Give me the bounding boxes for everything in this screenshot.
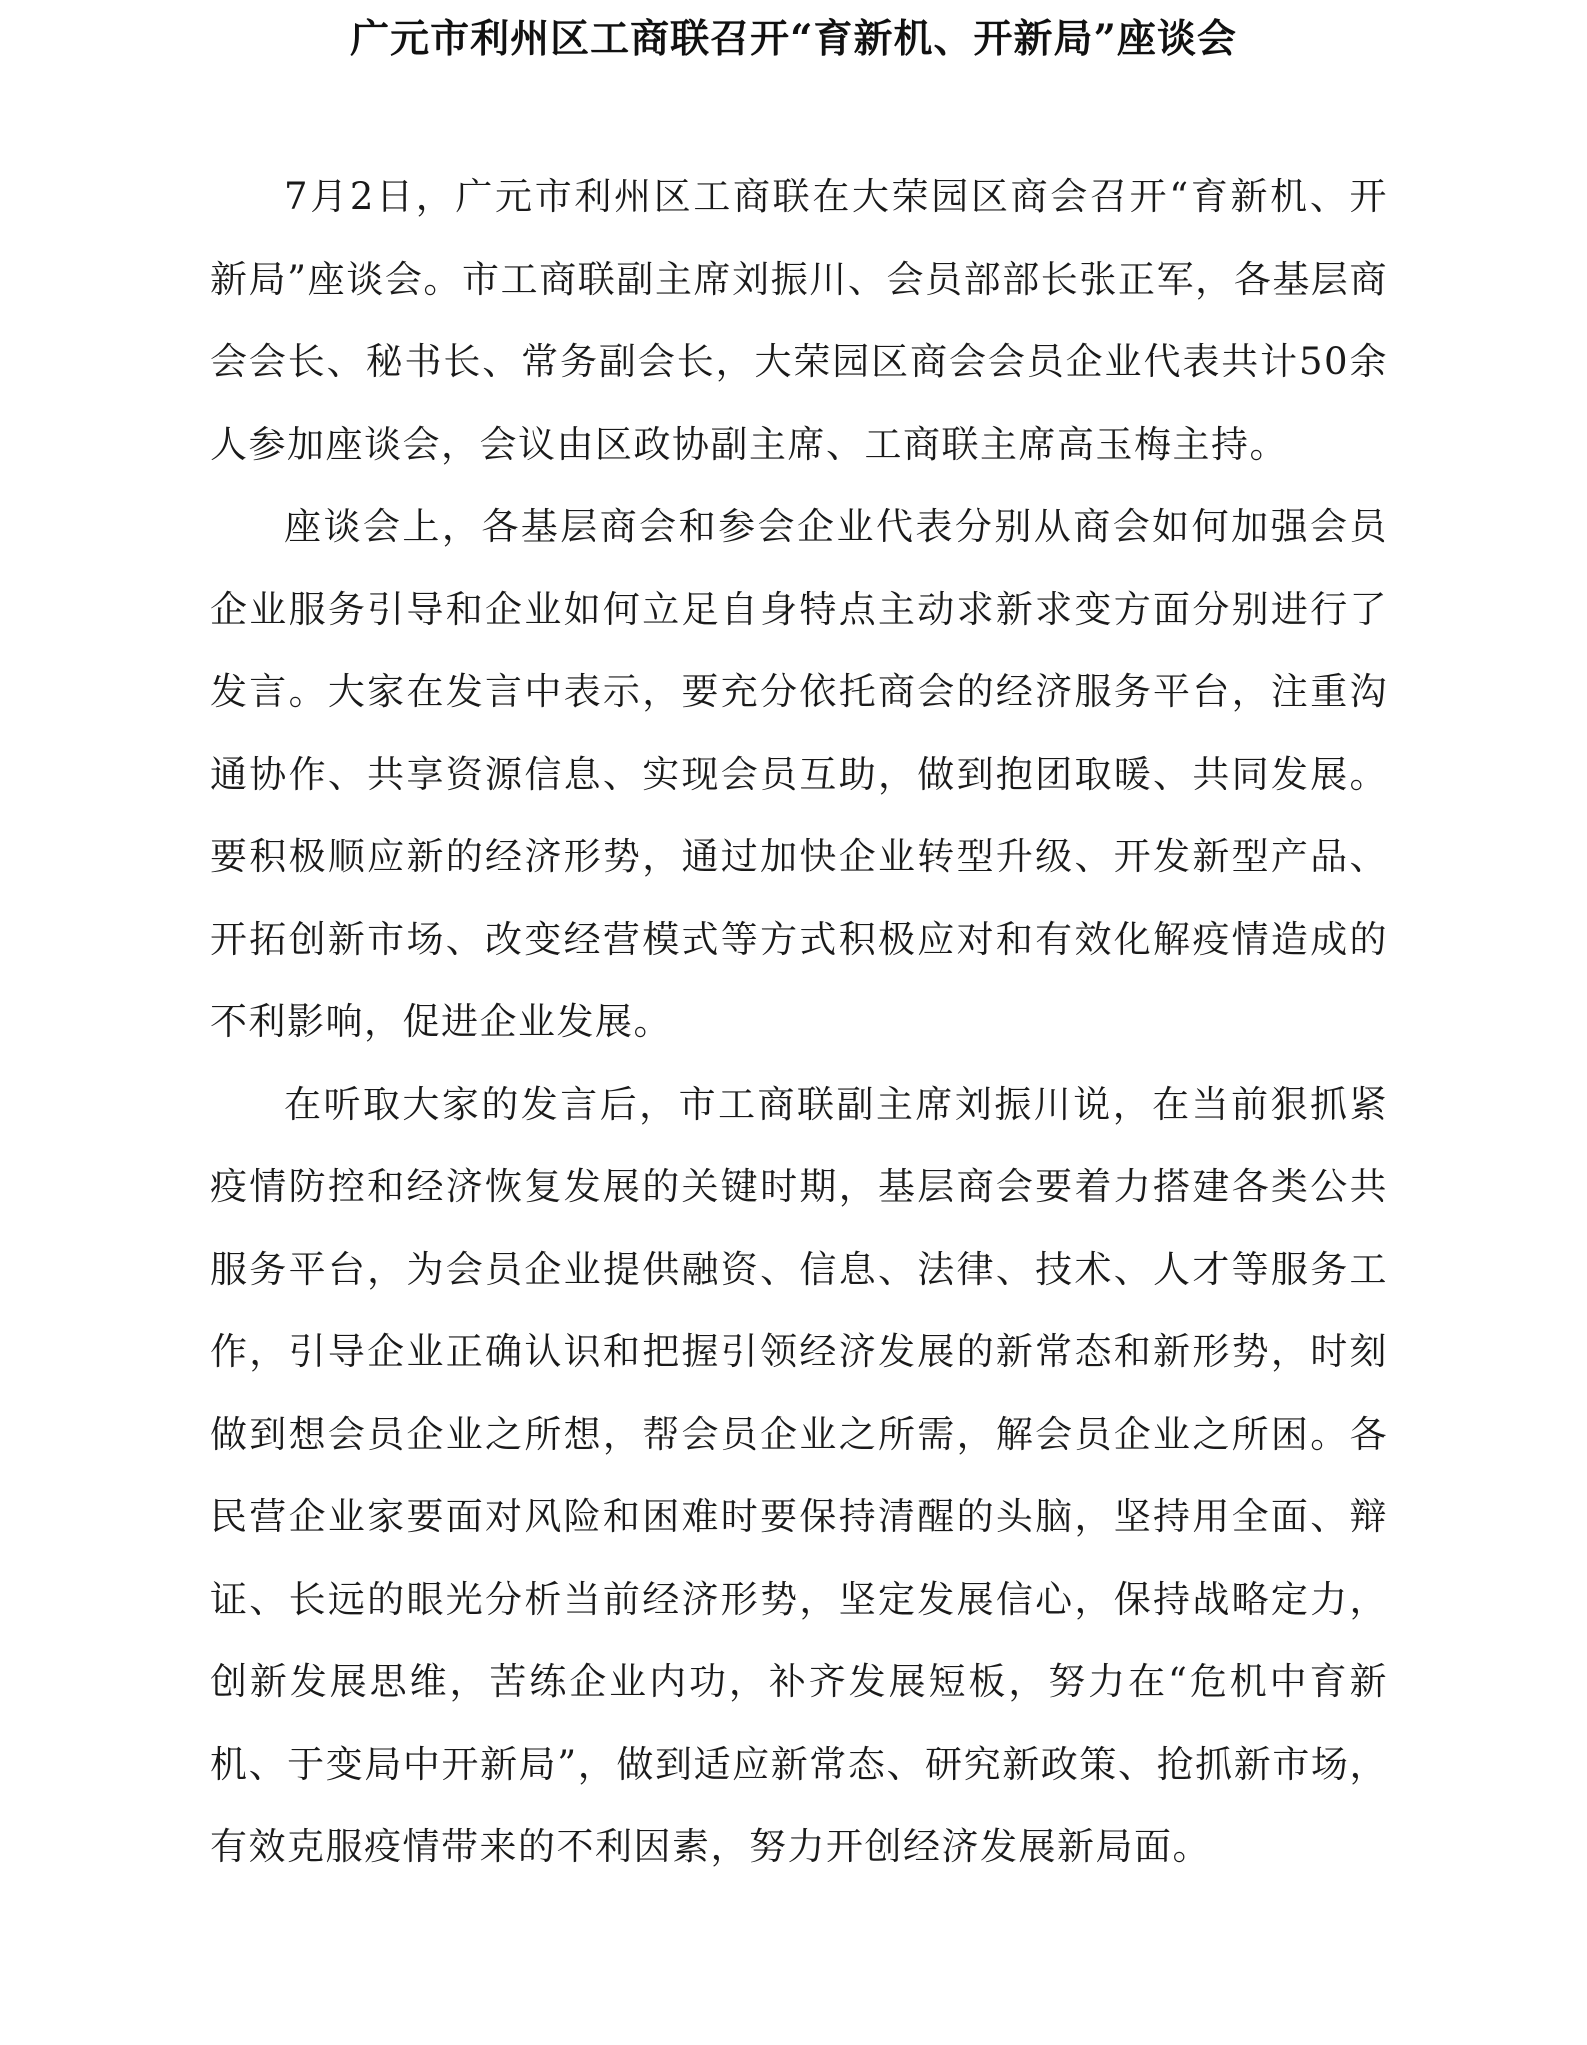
paragraph-1: 7月2日，广元市利州区工商联在大荣园区商会召开“育新机、开新局”座谈会。市工商联副主席刘振川、会员部部长张正军，各基层商会会长、秘书长、常务副会长，大荣园区商会会员企业代表共计50余人参加座谈会，会议由区政协副主席、工商联主席高玉梅主持。: [210, 175, 1388, 466]
paragraph-3: 在听取大家的发言后，市工商联副主席刘振川说，在当前狠抓紧疫情防控和经济恢复发展的关键时期，基层商会要着力搭建各类公共服务平台，为会员企业提供融资、信息、法律、技术、人才等服务工作，引导企业正确认识和把握引领经济发展的新常态和新形势，时刻做到想会员企业之所想，帮会员企业之所需，解会员企业之所困。各民营企业家要面对风险和困难时要保持清醒的头脑，坚持用全面、辩证、长远的眼光分析当前经济形势，坚定发展信心，保持战略定力，创新发展思维，苦练企业内功，补齐发展短板，努力在“危机中育新机、于变局中开新局”，做到适应新常态、研究新政策、抢抓新市场，有效克服疫情带来的不利因素，努力开创经济发展新局面。: [210, 1082, 1388, 1868]
document-body: [210, 156, 1388, 1889]
document-title: 广元市利州区工商联召开“育新机、开新局”座谈会: [350, 16, 1237, 62]
paragraph-2: 座谈会上，各基层商会和参会企业代表分别从商会如何加强会员企业服务引导和企业如何立足自身特点主动求新求变方面分别进行了发言。大家在发言中表示，要充分依托商会的经济服务平台，注重沟通协作、共享资源信息、实现会员互助，做到抱团取暖、共同发展。要积极顺应新的经济形势，通过加快企业转型升级、开发新型产品、开拓创新市场、改变经营模式等方式积极应对和有效化解疫情造成的不利影响，促进企业发展。: [210, 505, 1388, 1043]
